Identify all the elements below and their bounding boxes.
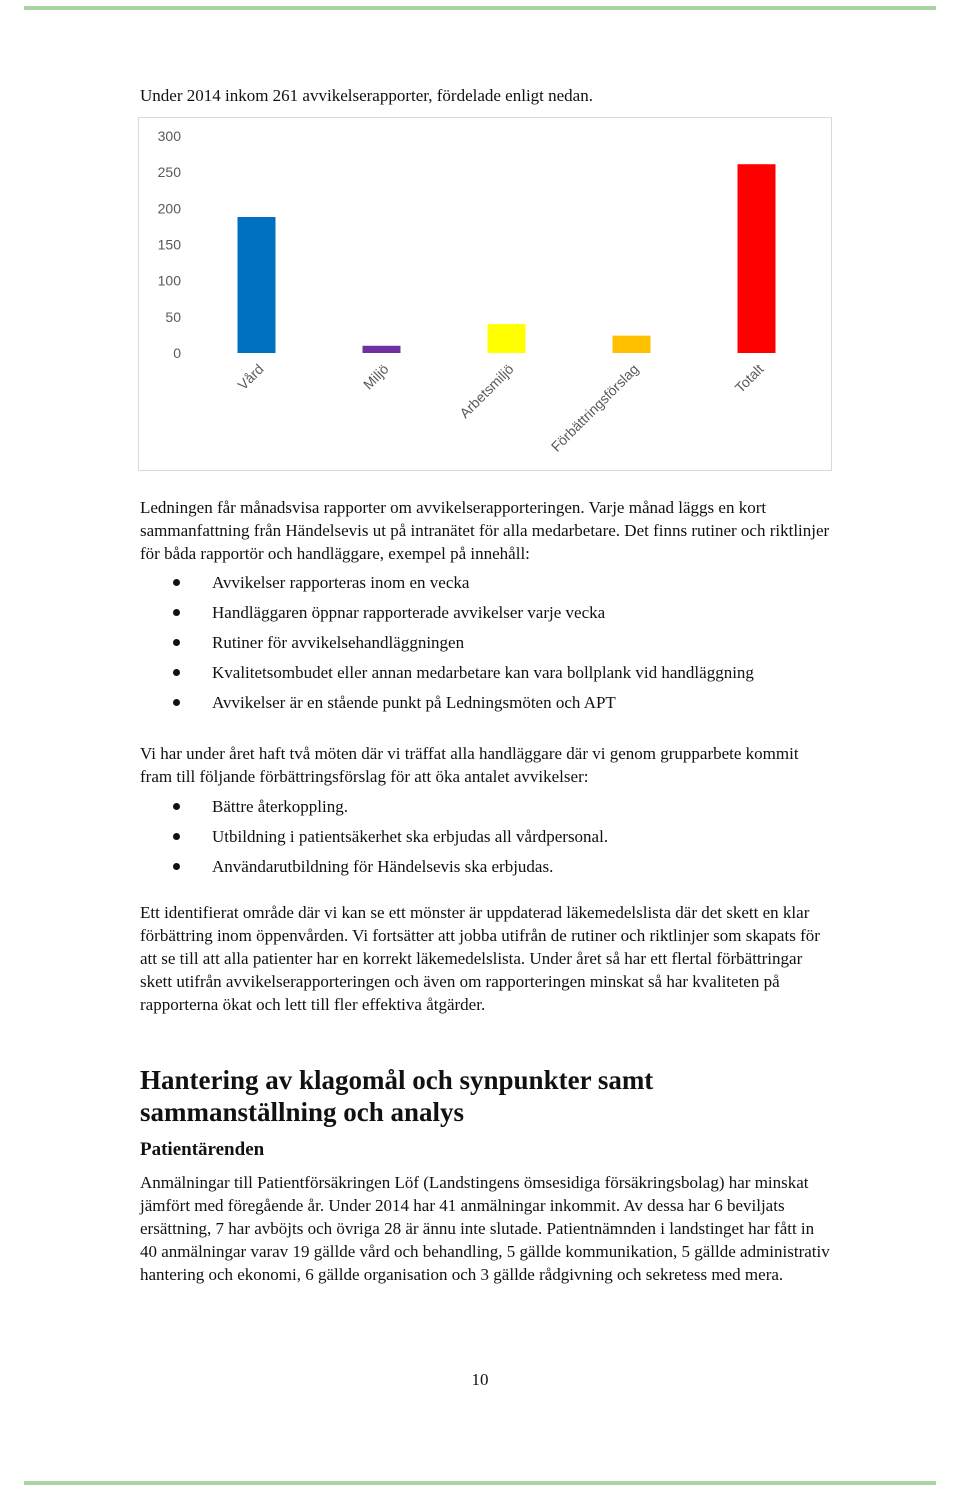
y-tick-label: 100 [157,272,181,289]
section-heading: Hantering av klagomål och synpunkter samt sammanställning och analys [140,1065,654,1127]
x-tick-label: Arbetsmiljö [456,360,517,422]
intro-text: Under 2014 inkom 261 avvikelserapporter, fördelade enligt nedan. [140,86,593,105]
section-subheading: Patientärenden [140,1139,265,1160]
list-item [140,661,830,684]
y-tick-label: 300 [157,128,181,144]
bar-3 [488,324,526,353]
list-item [140,601,830,624]
top-rule [24,6,936,10]
paragraph-medication: Ett identifierat område där vi kan se ett mönster är uppdaterad läkemedelslista där det skett en klar förbättring inom öppenvården. Vi fortsätter att jobba utifrån de rutiner och riktlinjer som skapats för att se till att alla patienter har en korrekt läkemedelslista. Under året så har ett flertal förbättringar skett utifrån avvikelserapporteringen och även om rapporteringen minskat så har kvaliteten på rapporterna ökat och lett till fler effektiva åtgärder. [140,903,820,1014]
y-tick-label: 50 [165,308,181,325]
x-tick-label: Miljö [359,360,392,393]
list-item [140,825,830,848]
list-item [140,631,830,654]
list-item-text: Användarutbildning för Händelsevis ska erbjudas. [212,857,554,876]
paragraph-patient-cases: Anmälningar till Patientförsäkringen Löf (Landstingens ömsesidiga försäkringsbolag) har minskat jämfört med föregående år. Under 2014 har 41 anmälningar inkommit. Av dessa har 6 beviljats ersättning, 7 har avböjts och övriga 28 är ännu inte slutade. Patientnämnden i landstinget har fått in 40 anmälningar varav 19 gällde vård och behandling, 5 gällde kommunikation, 5 gällde administrativ hantering och ekonomi, 6 gällde organisation och 3 gällde rådgivning och sekretess med mera. [140,1173,830,1284]
page-number: 10 [471,1370,489,1389]
bullet-icon [173,639,180,646]
routine-list [140,571,830,714]
bullet-icon [173,579,180,586]
list-item-text: Handläggaren öppnar rapporterade avvikelser varje vecka [212,603,606,622]
bullet-icon [173,669,180,676]
bar-4 [613,336,651,353]
list-item [140,855,830,878]
list-item-text: Utbildning i patientsäkerhet ska erbjudas all vårdpersonal. [212,827,609,846]
paragraph-reporting: Ledningen får månadsvisa rapporter om avvikelserapporteringen. Varje månad läggs en kort sammanfattning från Händelsevis ut på intranätet för alla medarbetare. Det finns rutiner och riktlinjer för båda rapportör och handläggare, exempel på innehåll: [140,498,830,563]
x-tick-label: Totalt [731,360,767,396]
page-content [140,84,830,1286]
list-item-text: Kvalitetsombudet eller annan medarbetare kan vara bollplank vid handläggning [212,663,754,682]
bullet-icon [173,863,180,870]
bar-2 [363,346,401,353]
list-item-text: Avvikelser rapporteras inom en vecka [212,573,470,592]
list-item-text: Rutiner för avvikelsehandläggningen [212,633,465,652]
bullet-icon [173,833,180,840]
y-tick-label: 250 [157,164,181,181]
x-tick-label: Vård [234,360,267,394]
bar-1 [238,217,276,353]
list-item [140,571,830,594]
y-tick-label: 200 [157,200,181,217]
paragraph-meetings: Vi har under året haft två möten där vi träffat alla handläggare där vi genom grupparbete kommit fram till följande förbättringsförslag för att öka antalet avvikelser: [140,744,799,786]
bar-chart-svg [139,118,831,470]
bullet-icon [173,699,180,706]
list-item-text: Avvikelser är en stående punkt på Ledningsmöten och APT [212,693,616,712]
bar-5 [738,164,776,353]
bullet-icon [173,803,180,810]
y-tick-label: 150 [157,236,181,253]
list-item [140,691,830,714]
improvement-list [140,795,830,878]
list-item-text: Bättre återkoppling. [212,797,348,816]
x-tick-label: Förbättringsförslag [547,360,642,455]
list-item [140,795,830,818]
bar-chart [138,117,832,471]
y-tick-label: 0 [173,345,181,361]
bottom-rule [24,1481,936,1485]
bullet-icon [173,609,180,616]
